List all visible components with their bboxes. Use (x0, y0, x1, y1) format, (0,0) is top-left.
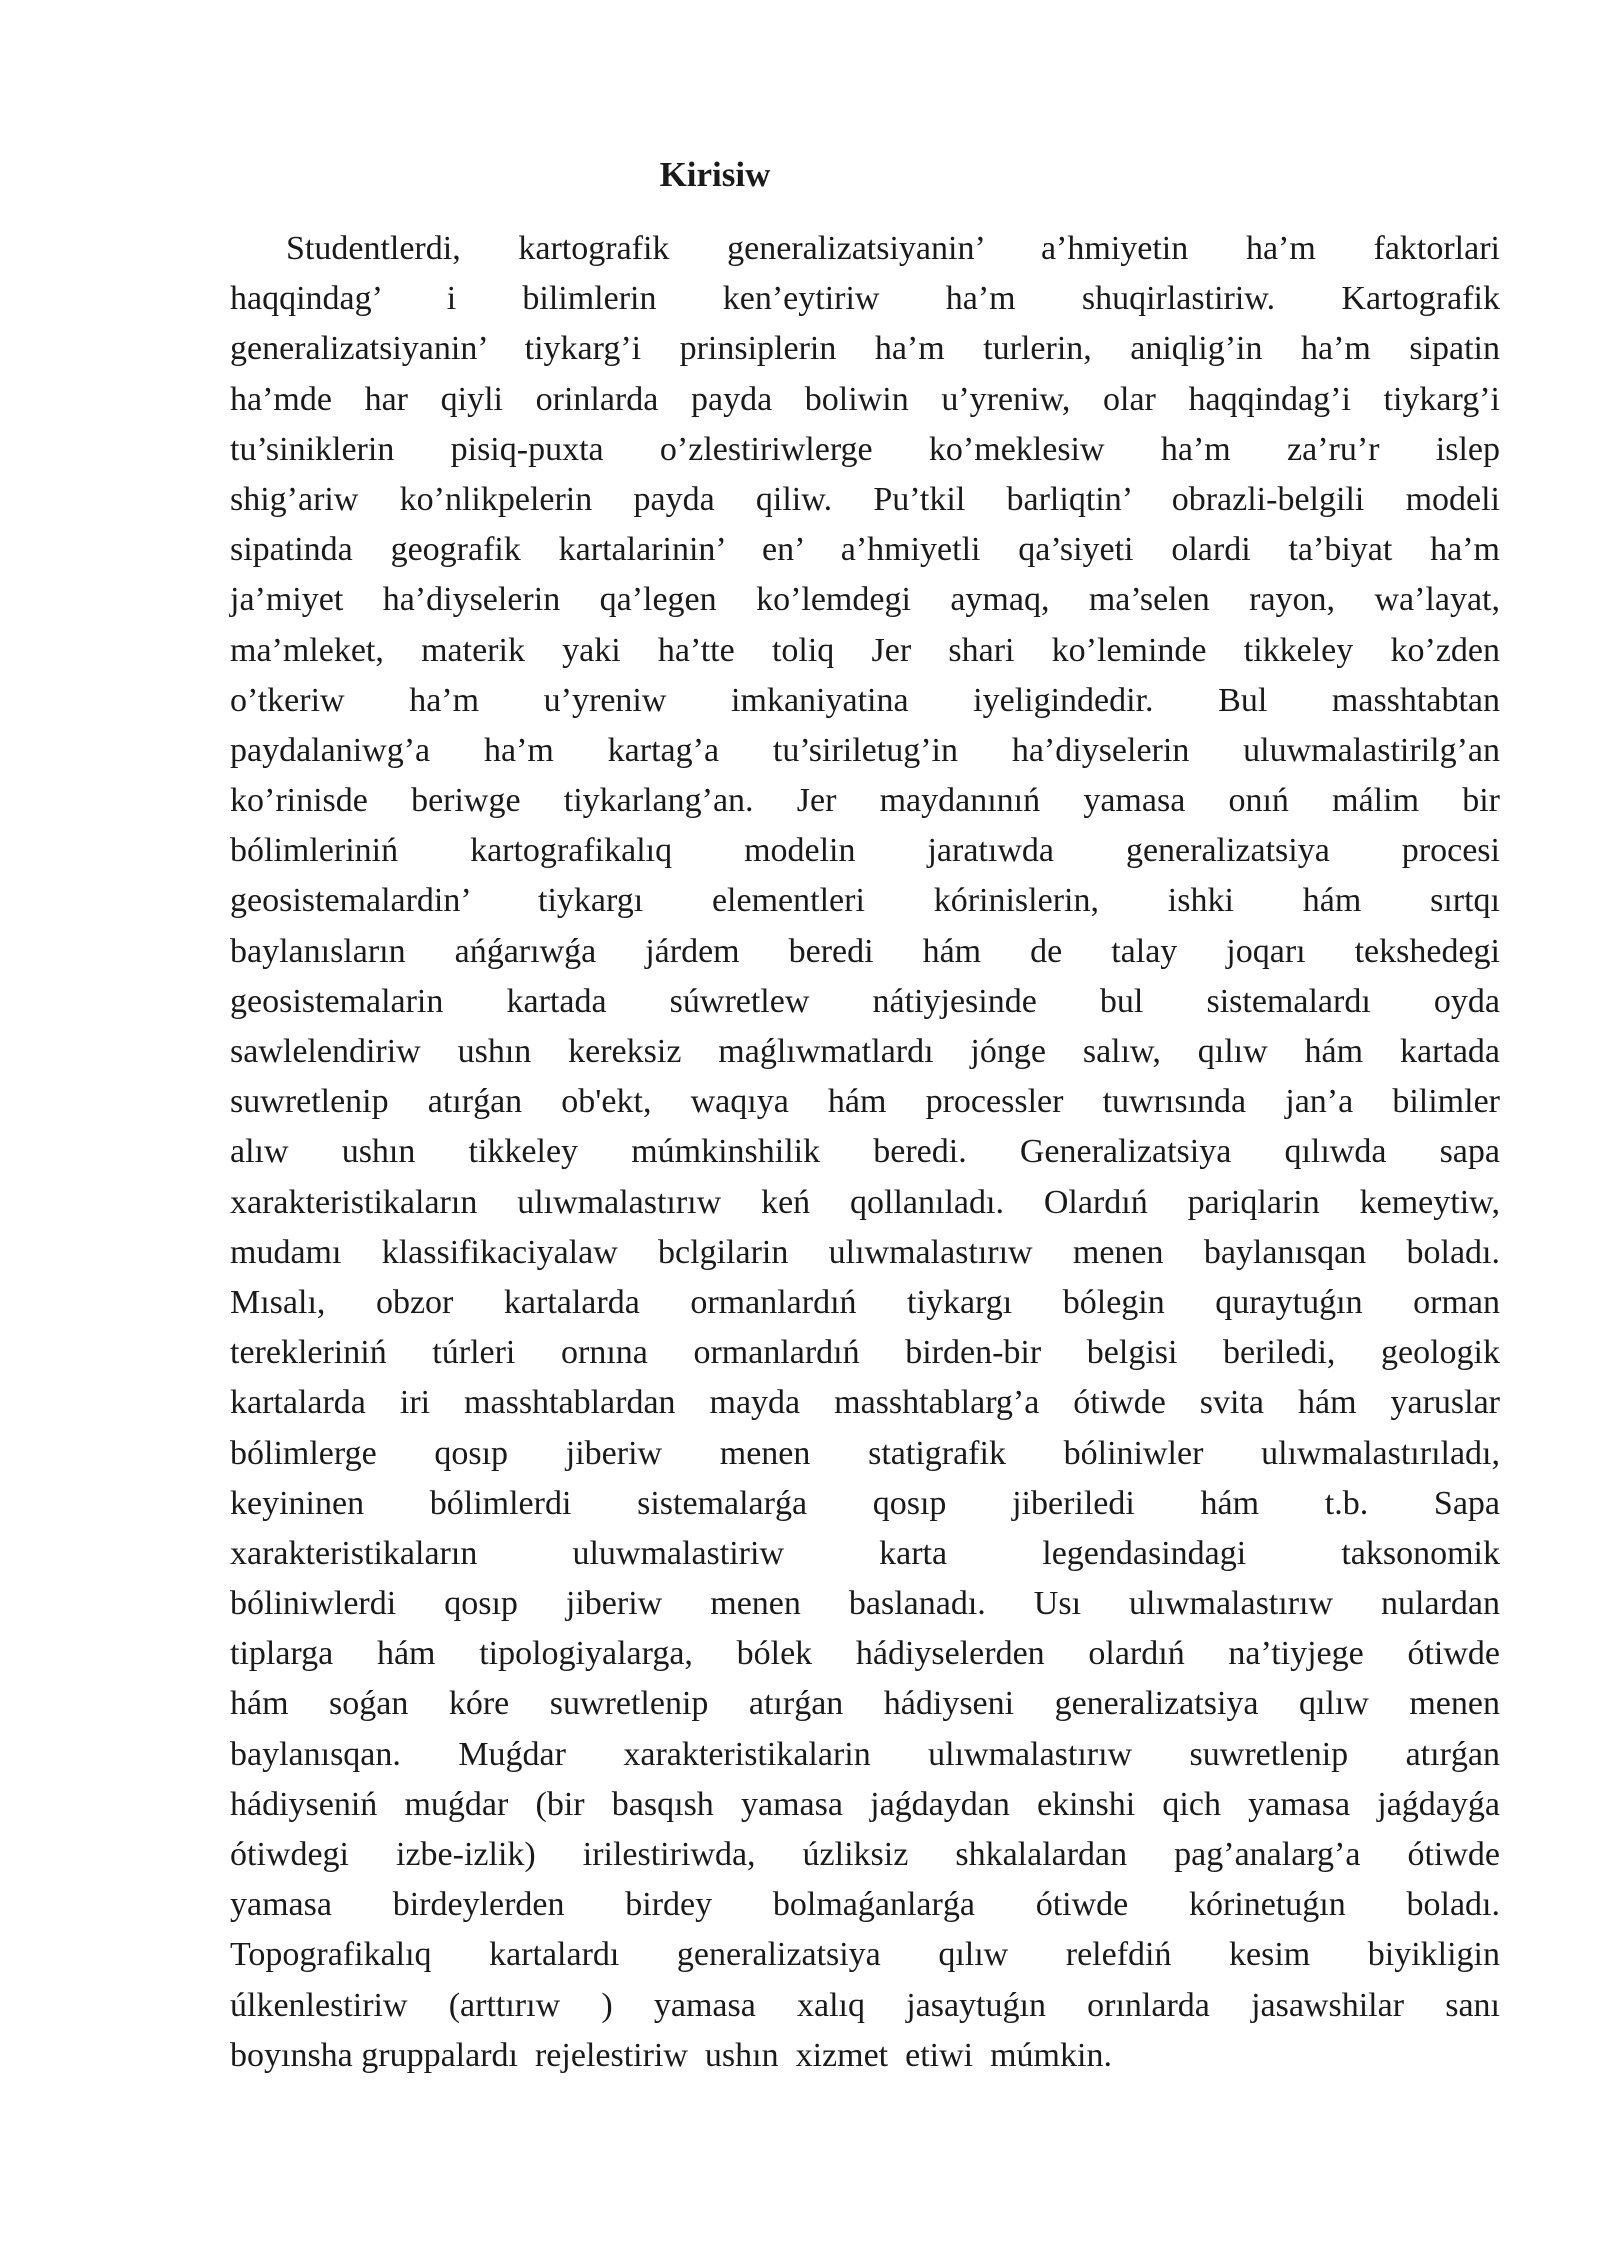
body-line: baylanısqan. Muǵdar xarakteristikalarin ulıwmalastırıw suwretlenip atırǵan (230, 1735, 1500, 1773)
body-line: Topografikalıq kartalardı generalizatsiya qılıw relefdiń kesim biyikligin (230, 1936, 1500, 1974)
body-line: xarakteristikaların uluwmalastiriw karta legendasindagi taksonomik (230, 1534, 1500, 1572)
body-line: geosistemalarin kartada súwretlew nátiyjesinde bul sistemalardı oyda (230, 982, 1500, 1020)
body-line: mudamı klassifikaciyalaw bclgilarin ulıwmalastırıw menen baylanısqan boladı. (230, 1233, 1500, 1271)
body-line: tiplarga hám tipologiyalarga, bólek hádiyselerden olardıń na’tiyjege ótiwde (230, 1635, 1500, 1673)
body-line: boyınsha gruppalardı rejelestiriw ushın xizmet etiwi múmkin. (230, 2036, 1112, 2074)
body-line: yamasa birdeylerden birdey bolmaǵanlarǵa ótiwde kórinetuǵın boladı. (230, 1886, 1500, 1924)
body-line: generalizatsiyanin’ tiykarg’i prinsiplerin ha’m turlerin, aniqlig’in ha’m sipatin (230, 330, 1500, 368)
body-line: hádiyseniń muǵdar (bir basqısh yamasa jaǵdaydan ekinshi qich yamasa jaǵdayǵa (230, 1785, 1500, 1823)
body-line: paydalaniwg’a ha’m kartag’a tu’siriletug’in ha’diyselerin uluwmalastirilg’an (230, 731, 1500, 769)
body-line: úlkenlestiriw (arttırıw ) yamasa xalıq jasaytuǵın orınlarda jasawshilar sanı (230, 1986, 1500, 2024)
body-line: ha’mde har qiyli orinlarda payda boliwin u’yreniw, olar haqqindag’i tiykarg’i (230, 380, 1500, 418)
body-line: kartalarda iri masshtablardan mayda masshtablarg’a ótiwde svita hám yaruslar (230, 1384, 1500, 1422)
body-line: geosistemalardin’ tiykargı elementleri kórinislerin, ishki hám sırtqı (230, 882, 1500, 920)
body-line: xarakteristikaların ulıwmalastırıw keń qollanıladı. Olardıń pariqlarin kemeytiw, (230, 1183, 1500, 1221)
body-line: sawlelendiriw ushın kereksiz maǵlıwmatlardı jónge salıw, qılıw hám kartada (230, 1033, 1500, 1070)
document-body (230, 224, 1500, 2081)
body-line: ma’mleket, materik yaki ha’tte toliq Jer shari ko’leminde tikkeley ko’zden (230, 631, 1500, 669)
body-line: haqqindag’ i bilimlerin ken’eytiriw ha’m shuqirlastiriw. Kartografik (230, 280, 1500, 318)
body-line: ótiwdegi izbe-izlik) irilestiriwda, úzliksiz shkalalardan pag’analarg’a ótiwde (230, 1836, 1500, 1873)
body-line: bólimleriniń kartografikalıq modelin jaratıwda generalizatsiya procesi (230, 832, 1500, 870)
body-line: tu’siniklerin pisiq-puxta o’zlestiriwlerge ko’meklesiw ha’m za’ru’r islep (230, 430, 1500, 468)
document-title: Kirisiw (659, 155, 771, 194)
body-line: hám soǵan kóre suwretlenip atırǵan hádiyseni generalizatsiya qılıw menen (230, 1685, 1500, 1723)
body-line: ko’rinisde beriwge tiykarlang’an. Jer maydanınıń yamasa onıń málim bir (230, 782, 1500, 820)
body-line: keyininen bólimlerdi sistemalarǵa qosıp jiberiledi hám t.b. Sapa (230, 1484, 1500, 1522)
body-line: o’tkeriw ha’m u’yreniw imkaniyatina iyeligindedir. Bul masshtabtan (230, 681, 1500, 719)
body-line: alıw ushın tikkeley múmkinshilik beredi. Generalizatsiya qılıwda sapa (230, 1133, 1500, 1171)
body-line: terekleriniń túrleri ornına ormanlardıń birden-bir belgisi beriledi, geologik (230, 1334, 1500, 1372)
body-line: ja’miyet ha’diyselerin qa’legen ko’lemdegi aymaq, ma’selen rayon, wa’layat, (230, 581, 1500, 619)
body-line: Mısalı, obzor kartalarda ormanlardıń tiykargı bólegin quraytuǵın orman (230, 1283, 1500, 1321)
body-line: sipatinda geografik kartalarinin’ en’ a’hmiyetli qa’siyeti olardi ta’biyat ha’m (230, 531, 1500, 569)
body-line: Studentlerdi, kartografik generalizatsiyanin’ a’hmiyetin ha’m faktorlari (286, 230, 1500, 267)
body-line: suwretlenip atırǵan ob'ekt, waqıya hám processler tuwrısında jan’a bilimler (230, 1083, 1500, 1121)
body-line: shig’ariw ko’nlikpelerin payda qiliw. Pu’tkil barliqtin’ obrazli-belgili modeli (230, 480, 1500, 518)
body-line: baylanısların ańǵarıwǵa járdem beredi hám de talay joqarı tekshedegi (230, 932, 1500, 970)
body-line: bóliniwlerdi qosıp jiberiw menen baslanadı. Usı ulıwmalastırıw nulardan (230, 1585, 1500, 1623)
body-line: bólimlerge qosıp jiberiw menen statigrafik bóliniwler ulıwmalastırıladı, (230, 1434, 1500, 1472)
